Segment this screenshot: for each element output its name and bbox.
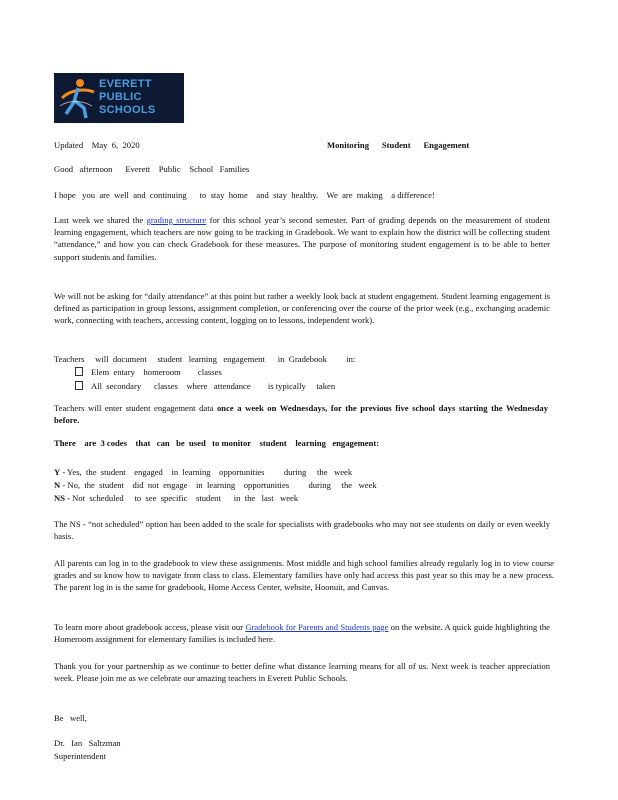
signature-role: Superintendent <box>54 751 107 761</box>
paragraph-teachers-document: Teachers will document student learning engagement in Gradebook in: <box>54 354 356 364</box>
runner-figure-icon <box>56 76 98 120</box>
logo-line-2: PUBLIC <box>99 91 142 103</box>
paragraph-attendance: We will not be asking for “daily attendance” at this point but rather a weekly look back at student engagement. Student learning engagement is defined as participation in group lessons, assignment completion, or conferencing over the course of the prior week (e.g., exchanging academic work, connecting with teachers, accessing content, logging on to lessons, independent work). <box>54 291 550 326</box>
bullet-icon <box>75 381 83 390</box>
grading-structure-link[interactable]: grading structure <box>146 215 207 225</box>
paragraph-thank-you: Thank you for your partnership as we continue to better define what distance learning means for all of us. Next week is teacher appreciation week. Please join me as we celebrate our amazing teachers in Everett Public Schools. <box>54 661 550 684</box>
code-yes: Y - Yes, the student engaged in learning opportunities during the week <box>54 467 353 477</box>
logo-line-1: EVERETT <box>99 78 152 90</box>
paragraph-learn-more: To learn more about gradebook access, please visit our Gradebook for Parents and Students page on the website. A quick guide highlighting the Homeroom assignment for elementary families is included here. <box>54 622 550 645</box>
greeting: Good afternoon Everett Public School Families <box>54 164 250 174</box>
paragraph-grading: Last week we shared the grading structure for this school year’s second semester. Part of grading depends on the measurement of student learning engagement, which teachers are now going to be tracking in Gradebook. We want to explain how the district will be collecting student “attendance,” and how you can check Gradebook for these measures. The purpose of monitoring student engagement is to be able to better support students and families. <box>54 215 551 262</box>
gradebook-parents-link[interactable]: Gradebook for Parents and Students page <box>245 622 389 632</box>
signature-name: Dr. Ian Saltzman <box>54 738 121 748</box>
bullet-icon <box>75 367 83 376</box>
everett-public-schools-logo <box>54 73 184 123</box>
paragraph-ns-option: The NS - “not scheduled” option has been added to the scale for specialists with gradebooks who may not see students on daily or even weekly basis. <box>54 519 550 542</box>
codes-heading: There are 3 codes that can be used to monitor student learning engagement: <box>54 438 380 448</box>
paragraph-weekly-entry: Teachers will enter student engagement data once a week on Wednesdays, for the previous five school days starting the Wednesday before. <box>54 403 548 426</box>
logo-line-3: SCHOOLS <box>99 104 156 116</box>
updated-date: Updated May 6, 2020 <box>54 140 140 150</box>
paragraph-wellness: I hope you are well and continuing to stay home and stay healthy. We are making a difference! <box>54 190 435 200</box>
code-no: N - No, the student did not engage in learning opportunities during the week <box>54 480 377 490</box>
closing: Be well, <box>54 713 87 723</box>
bullet-elementary: Elem entary homeroom classes <box>75 366 222 378</box>
page-title: Monitoring Student Engagement <box>327 140 470 150</box>
bullet-secondary: All secondary classes where attendance is typically taken <box>75 380 335 392</box>
code-not-scheduled: NS - Not scheduled to see specific student in the last week <box>54 493 299 503</box>
paragraph-parents-login: All parents can log in to the gradebook to view these assignments. Most middle and high school families already regularly log in to view course grades and so know how to navigate from class to class. Elementary families have only had access this past year so this may be a new process. The parent log in is the same for gradebook, Home Access Center, website, Hoonuit, and Canvas. <box>54 558 554 593</box>
